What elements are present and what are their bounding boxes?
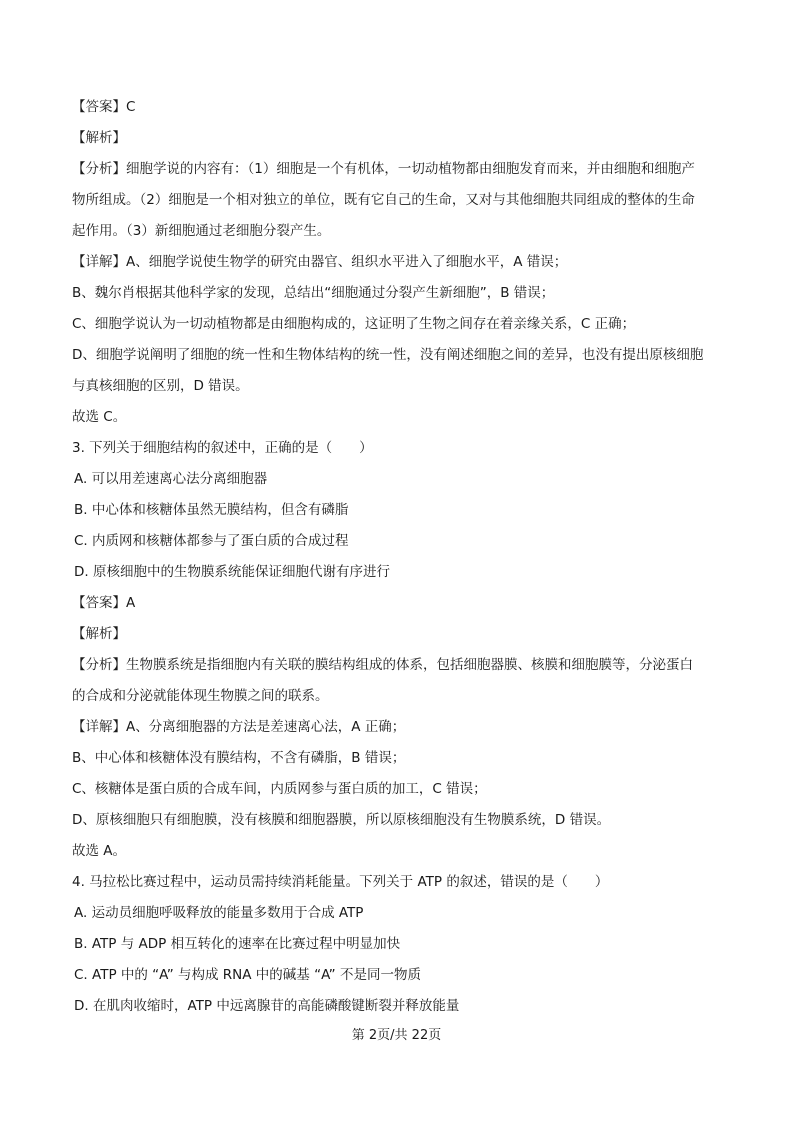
q4-option-d: D. 在肌肉收缩时，ATP 中远离腺苷的高能磷酸键断裂并释放能量 — [74, 998, 460, 1014]
q4-option-a: A. 运动员细胞呼吸释放的能量多数用于合成 ATP — [74, 905, 364, 921]
q3-fenxi-line-1: 【分析】生物膜系统是指细胞内有关联的膜结构组成的体系，包括细胞器膜、核膜和细胞膜等，分泌蛋白 — [72, 657, 693, 673]
q3-xiangjie-c: C、核糖体是蛋白质的合成车间，内质网参与蛋白质的加工，C 错误； — [72, 781, 487, 797]
q3-xiangjie-d: D、原核细胞只有细胞膜，没有核膜和细胞器膜，所以原核细胞没有生物膜系统，D 错误。 — [72, 812, 611, 828]
q3-fenxi-line-2: 的合成和分泌就能体现生物膜之间的联系。 — [72, 688, 329, 704]
q2-xiangjie-d-line-1: D、细胞学说阐明了细胞的统一性和生物体结构的统一性，没有阐述细胞之间的差异，也没有提出原核细胞 — [72, 347, 704, 363]
q2-xiangjie-b: B、魏尔肖根据其他科学家的发现，总结出“细胞通过分裂产生新细胞”，B 错误； — [72, 285, 555, 301]
q3-option-b: B. 中心体和核糖体虽然无膜结构，但含有磷脂 — [74, 502, 349, 518]
q3-xiangjie-a: 【详解】A、分离细胞器的方法是差速离心法，A 正确； — [72, 719, 406, 735]
q2-analysis-label: 【解析】 — [72, 130, 126, 146]
q4-option-c: C. ATP 中的 “A” 与构成 RNA 中的碱基 “A” 不是同一物质 — [74, 967, 421, 983]
q2-xiangjie-c: C、细胞学说认为一切动植物都是由细胞构成的，这证明了生物之间存在着亲缘关系，C 正确； — [72, 316, 636, 332]
q3-stem: 3. 下列关于细胞结构的叙述中，正确的是（ ） — [72, 440, 373, 456]
q3-analysis-label: 【解析】 — [72, 626, 126, 642]
q2-fenxi-line-2: 物所组成。（2）细胞是一个相对独立的单位，既有它自己的生命，又对与其他细胞共同组成的整体的生命 — [72, 192, 695, 208]
q3-answer: 【答案】A — [72, 595, 136, 611]
q2-xiangjie-d-line-2: 与真核细胞的区别，D 错误。 — [72, 378, 249, 394]
q2-conclusion: 故选 C。 — [72, 409, 127, 425]
q3-option-c: C. 内质网和核糖体都参与了蛋白质的合成过程 — [74, 533, 349, 549]
q3-option-d: D. 原核细胞中的生物膜系统能保证细胞代谢有序进行 — [74, 564, 390, 580]
q3-xiangjie-b: B、中心体和核糖体没有膜结构，不含有磷脂，B 错误； — [72, 750, 406, 766]
q4-stem: 4. 马拉松比赛过程中，运动员需持续消耗能量。下列关于 ATP 的叙述，错误的是（ ） — [72, 874, 609, 890]
q3-option-a: A. 可以用差速离心法分离细胞器 — [74, 471, 268, 487]
page-content — [72, 92, 732, 1022]
q2-fenxi-line-3: 起作用。（3）新细胞通过老细胞分裂产生。 — [72, 223, 331, 239]
q2-answer: 【答案】C — [72, 99, 136, 115]
q3-conclusion: 故选 A。 — [72, 843, 127, 859]
q4-option-b: B. ATP 与 ADP 相互转化的速率在比赛过程中明显加快 — [74, 936, 401, 952]
q2-fenxi-line-1: 【分析】细胞学说的内容有：（1）细胞是一个有机体，一切动植物都由细胞发育而来，并由细胞和细胞产 — [72, 161, 695, 177]
page-footer: 第 2页/共 22页 — [351, 1028, 442, 1043]
q2-xiangjie-a: 【详解】A、细胞学说使生物学的研究由器官、组织水平进入了细胞水平，A 错误； — [72, 254, 568, 270]
